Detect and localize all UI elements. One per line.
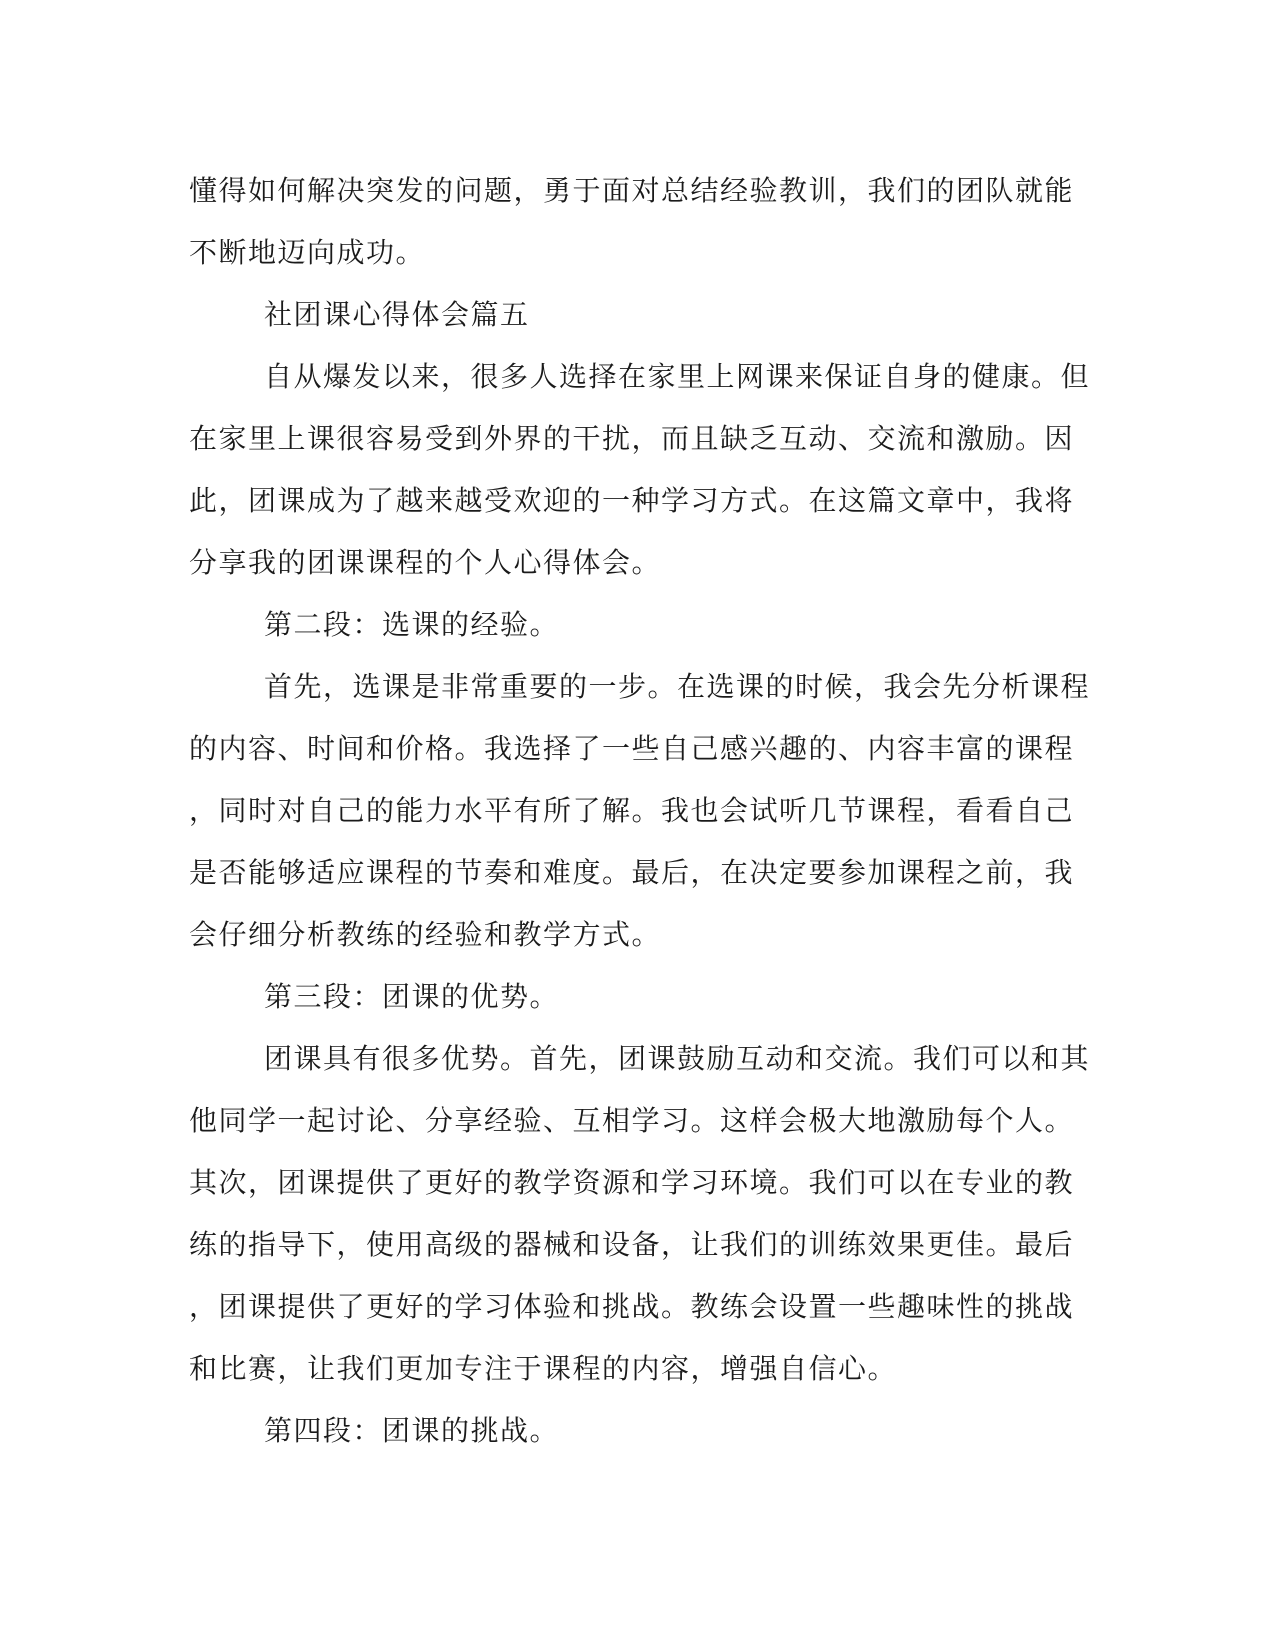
text-line: 不断地迈向成功。 xyxy=(189,236,426,269)
text-line: 在家里上课很容易受到外界的干扰，而且缺乏互动、交流和激励。因 xyxy=(189,422,1075,455)
text-line: 他同学一起讨论、分享经验、互相学习。这样会极大地激励每个人。 xyxy=(189,1104,1075,1137)
text-line: 其次，团课提供了更好的教学资源和学习环境。我们可以在专业的教 xyxy=(189,1166,1075,1199)
text-line: 团课具有很多优势。首先，团课鼓励互动和交流。我们可以和其 xyxy=(264,1042,1091,1075)
paragraph-heading: 第四段：团课的挑战。 xyxy=(264,1414,560,1447)
text-line: 是否能够适应课程的节奏和难度。最后，在决定要参加课程之前，我 xyxy=(189,856,1075,889)
text-line: ，同时对自己的能力水平有所了解。我也会试听几节课程，看看自己 xyxy=(189,794,1075,827)
section-heading: 社团课心得体会篇五 xyxy=(264,298,530,331)
text-line: 分享我的团课课程的个人心得体会。 xyxy=(189,546,662,579)
paragraph-heading: 第三段：团课的优势。 xyxy=(264,980,560,1013)
document-body xyxy=(189,160,1089,1462)
text-line: 自从爆发以来，很多人选择在家里上网课来保证自身的健康。但 xyxy=(264,360,1091,393)
text-line: 的内容、时间和价格。我选择了一些自己感兴趣的、内容丰富的课程 xyxy=(189,732,1075,765)
paragraph-heading: 第二段：选课的经验。 xyxy=(264,608,560,641)
text-line: 懂得如何解决突发的问题，勇于面对总结经验教训，我们的团队就能 xyxy=(189,174,1075,207)
text-line: 会仔细分析教练的经验和教学方式。 xyxy=(189,918,662,951)
text-line: 和比赛，让我们更加专注于课程的内容，增强自信心。 xyxy=(189,1352,898,1385)
text-line: 此，团课成为了越来越受欢迎的一种学习方式。在这篇文章中，我将 xyxy=(189,484,1075,517)
text-line: ，团课提供了更好的学习体验和挑战。教练会设置一些趣味性的挑战 xyxy=(189,1290,1075,1323)
text-line: 练的指导下，使用高级的器械和设备，让我们的训练效果更佳。最后 xyxy=(189,1228,1075,1261)
text-line: 首先，选课是非常重要的一步。在选课的时候，我会先分析课程 xyxy=(264,670,1091,703)
